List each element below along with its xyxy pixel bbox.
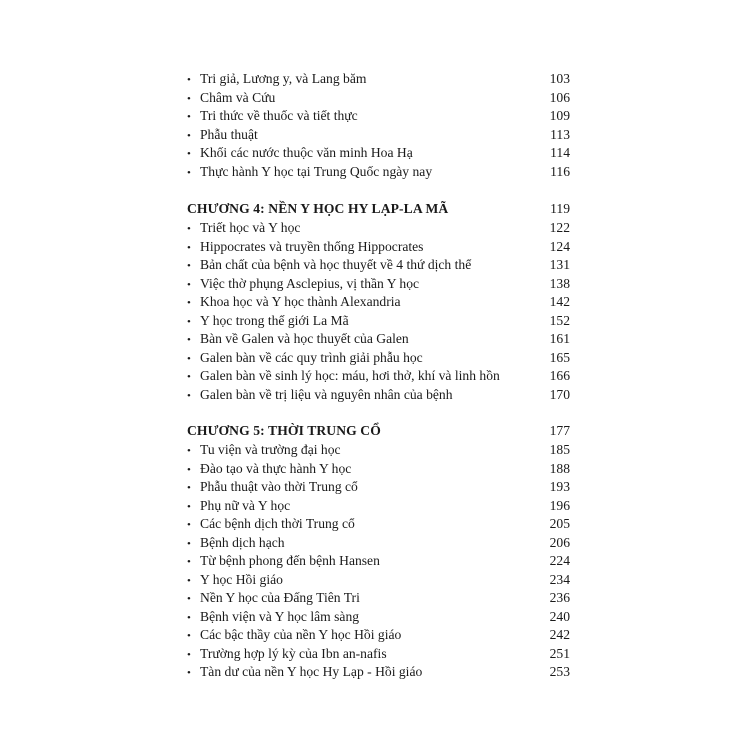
- toc-entry: [187, 367, 570, 386]
- toc-entry-title: Bệnh viện và Y học lâm sàng: [200, 608, 360, 624]
- toc-entry-page: 188: [549, 460, 570, 476]
- toc-entry-page: 193: [549, 479, 570, 494]
- bullet-icon: •: [187, 223, 191, 235]
- toc-entry: [187, 256, 570, 275]
- toc-entry: [187, 219, 570, 238]
- toc-entry: [187, 515, 570, 534]
- toc-entry-page: 205: [549, 516, 570, 531]
- toc-entry-page: 170: [549, 386, 570, 402]
- toc-entry: [187, 312, 570, 331]
- bullet-icon: •: [187, 667, 191, 679]
- toc-entry-title: Trường hợp lý kỳ của Ibn an-nafis: [200, 645, 387, 661]
- bullet-icon: •: [187, 537, 191, 550]
- toc-entry-page: 116: [550, 163, 570, 179]
- toc-entry-page: 113: [550, 126, 570, 142]
- toc-entry-page: 114: [550, 145, 570, 160]
- toc-entry: [187, 645, 570, 664]
- toc-entry: [187, 70, 570, 89]
- toc-entry: [187, 238, 570, 257]
- bullet-icon: •: [187, 482, 191, 494]
- bullet-icon: •: [187, 92, 191, 105]
- table-of-contents: [187, 70, 570, 682]
- toc-entry-title: Hippocrates và truyền thống Hippocrates: [200, 238, 424, 254]
- chapter-title: CHƯƠNG 4: NỀN Y HỌC HY LẠP-LA MÃ: [187, 201, 449, 216]
- bullet-icon: •: [187, 519, 191, 531]
- toc-entry-title: Triết học và Y học: [200, 220, 301, 235]
- toc-entry-page: 253: [549, 664, 570, 679]
- toc-entry-page: 152: [549, 312, 570, 328]
- toc-entry: [187, 460, 570, 479]
- bullet-icon: •: [187, 611, 191, 624]
- toc-entry-title: Các bệnh dịch thời Trung cổ: [200, 516, 355, 531]
- toc-entry-title: Bản chất của bệnh và học thuyết về 4 thứ dịch thể: [200, 257, 472, 272]
- toc-entry: [187, 571, 570, 590]
- toc-entry-page: 138: [549, 275, 570, 291]
- bullet-icon: •: [187, 315, 191, 328]
- bullet-icon: •: [187, 352, 191, 365]
- toc-entry-page: 236: [549, 590, 570, 605]
- chapter-page: 177: [549, 423, 570, 438]
- toc-entry-title: Y học trong thế giới La Mã: [200, 312, 349, 328]
- toc-entry-title: Tri thức về thuốc và tiết thực: [200, 108, 358, 123]
- toc-chapter-4: [187, 199, 570, 404]
- toc-entry-title: Các bậc thầy của nền Y học Hồi giáo: [200, 627, 402, 642]
- toc-entry-page: 251: [549, 645, 570, 661]
- toc-chapter-5: [187, 421, 570, 682]
- section-spacer: [187, 181, 570, 199]
- bullet-icon: •: [187, 463, 191, 476]
- toc-entry: [187, 275, 570, 294]
- toc-entry-page: 166: [549, 368, 570, 383]
- bullet-icon: •: [187, 241, 191, 254]
- toc-entry-page: 165: [549, 349, 570, 365]
- toc-entry: [187, 478, 570, 497]
- chapter-heading: [187, 199, 570, 219]
- toc-entry-title: Bệnh dịch hạch: [200, 534, 285, 550]
- toc-entry-title: Galen bàn về các quy trình giải phẫu học: [200, 349, 423, 365]
- toc-entry-title: Galen bàn về sinh lý học: máu, hơi thở, khí và linh hồn: [200, 368, 500, 383]
- toc-entry-page: 234: [549, 571, 570, 587]
- bullet-icon: •: [187, 334, 191, 346]
- bullet-icon: •: [187, 371, 191, 383]
- toc-entry: [187, 163, 570, 182]
- toc-entry: [187, 330, 570, 349]
- bullet-icon: •: [187, 593, 191, 605]
- chapter-heading: [187, 421, 570, 441]
- toc-entry: [187, 144, 570, 163]
- toc-section-top: [187, 70, 570, 181]
- section-spacer: [187, 404, 570, 421]
- toc-entry-page: 224: [549, 553, 570, 568]
- toc-entry-title: Thực hành Y học tại Trung Quốc ngày nay: [200, 163, 433, 179]
- bullet-icon: •: [187, 74, 191, 86]
- toc-entry: [187, 534, 570, 553]
- bullet-icon: •: [187, 278, 191, 291]
- toc-entry-page: 142: [549, 294, 570, 309]
- toc-entry: [187, 497, 570, 516]
- bullet-icon: •: [187, 389, 191, 402]
- toc-entry-page: 131: [549, 257, 570, 272]
- toc-entry-title: Galen bàn về trị liệu và nguyên nhân của bệnh: [200, 386, 453, 402]
- toc-entry-page: 122: [549, 220, 570, 235]
- toc-entry: [187, 89, 570, 108]
- toc-entry: [187, 126, 570, 145]
- bullet-icon: •: [187, 445, 191, 457]
- bullet-icon: •: [187, 260, 191, 272]
- chapter-page: 119: [550, 201, 570, 216]
- toc-entry-page: 106: [549, 89, 570, 105]
- bullet-icon: •: [187, 556, 191, 568]
- toc-entry-page: 161: [549, 331, 570, 346]
- bullet-icon: •: [187, 500, 191, 513]
- toc-entry-title: Việc thờ phụng Asclepius, vị thần Y học: [200, 275, 420, 291]
- bullet-icon: •: [187, 111, 191, 123]
- bullet-icon: •: [187, 148, 191, 160]
- toc-entry: [187, 441, 570, 460]
- toc-entry-title: Bàn về Galen và học thuyết của Galen: [200, 331, 409, 346]
- chapter-title: CHƯƠNG 5: THỜI TRUNG CỔ: [187, 423, 381, 438]
- toc-entry-page: 109: [549, 108, 570, 123]
- toc-entry-page: 103: [549, 71, 570, 86]
- toc-entry: [187, 349, 570, 368]
- toc-entry-page: 242: [549, 627, 570, 642]
- bullet-icon: •: [187, 574, 191, 587]
- toc-entry: [187, 293, 570, 312]
- toc-entry-title: Tu viện và trường đại học: [200, 442, 341, 457]
- toc-entry: [187, 608, 570, 627]
- toc-entry-page: 196: [549, 497, 570, 513]
- toc-entry-page: 185: [549, 442, 570, 457]
- toc-entry-title: Phụ nữ và Y học: [200, 497, 291, 513]
- toc-entry-page: 206: [549, 534, 570, 550]
- bullet-icon: •: [187, 129, 191, 142]
- toc-entry: [187, 663, 570, 682]
- toc-entry: [187, 552, 570, 571]
- toc-entry-title: Phẫu thuật: [200, 126, 258, 142]
- bullet-icon: •: [187, 297, 191, 309]
- toc-entry-title: Phẫu thuật vào thời Trung cổ: [200, 479, 358, 494]
- bullet-icon: •: [187, 166, 191, 179]
- toc-entry-title: Đào tạo và thực hành Y học: [200, 460, 352, 476]
- toc-entry: [187, 107, 570, 126]
- toc-entry-title: Tri giả, Lương y, và Lang băm: [200, 71, 367, 86]
- toc-entry-page: 240: [549, 608, 570, 624]
- toc-entry-title: Khối các nước thuộc văn minh Hoa Hạ: [200, 145, 413, 160]
- toc-entry: [187, 589, 570, 608]
- toc-entry-title: Khoa học và Y học thành Alexandria: [200, 294, 401, 309]
- toc-entry-title: Châm và Cứu: [200, 89, 276, 105]
- toc-entry-title: Nền Y học của Đấng Tiên Tri: [200, 590, 360, 605]
- toc-entry: [187, 386, 570, 405]
- bullet-icon: •: [187, 648, 191, 661]
- toc-entry-page: 124: [549, 238, 570, 254]
- toc-entry-title: Từ bệnh phong đến bệnh Hansen: [200, 553, 380, 568]
- toc-entry: [187, 626, 570, 645]
- toc-entry-title: Tàn dư của nền Y học Hy Lạp - Hồi giáo: [200, 664, 423, 679]
- bullet-icon: •: [187, 630, 191, 642]
- toc-entry-title: Y học Hồi giáo: [200, 571, 283, 587]
